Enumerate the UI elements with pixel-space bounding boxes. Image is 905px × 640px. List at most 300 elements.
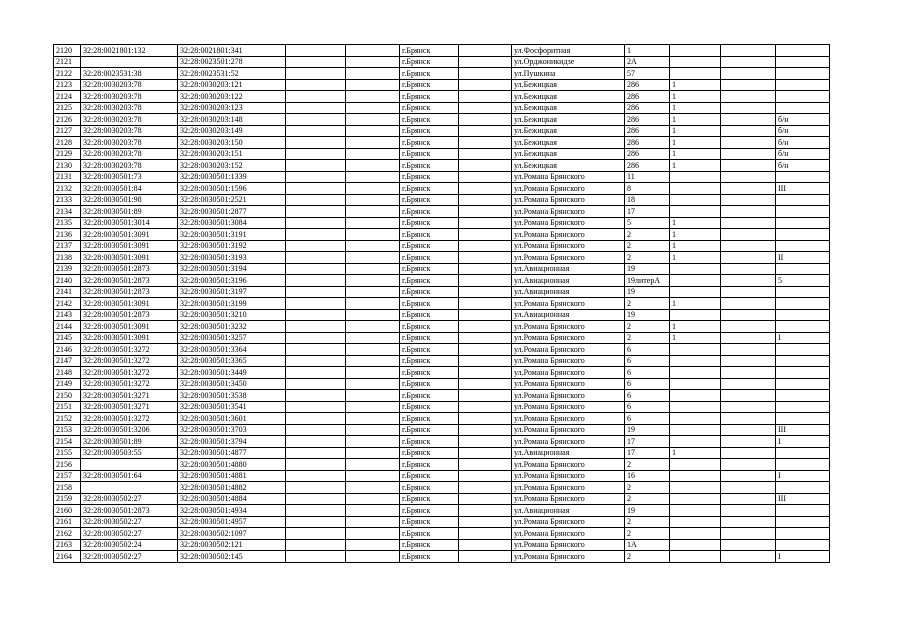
- cell-street: ул.Пушкина: [512, 68, 625, 80]
- cell-premises: [776, 367, 830, 379]
- cell-col-4: [286, 493, 346, 505]
- cell-col-4: [286, 309, 346, 321]
- cell-city: г.Брянск: [400, 528, 459, 540]
- cell-col-4: [286, 240, 346, 252]
- cell-object-number: 32:28:0030501:3210: [178, 309, 286, 321]
- cell-street: ул.Романа Брянского: [512, 528, 625, 540]
- cell-street: ул.Романа Брянского: [512, 551, 625, 563]
- cell-city: г.Брянск: [400, 298, 459, 310]
- cell-building: [670, 539, 721, 551]
- cell-parcel-number: 32:28:0030502:27: [81, 516, 178, 528]
- cell-col-11: [721, 413, 776, 425]
- cell-house: 286: [625, 125, 670, 137]
- cell-row-number: 2120: [54, 45, 81, 57]
- cell-parcel-number: 32:28:0030501:3272: [81, 413, 178, 425]
- cell-city: г.Брянск: [400, 206, 459, 218]
- cell-street: ул.Романа Брянского: [512, 344, 625, 356]
- cell-house: 2: [625, 528, 670, 540]
- cell-col-7: [459, 263, 512, 275]
- cell-parcel-number: 32:28:0030501:73: [81, 171, 178, 183]
- cell-building: 1: [670, 125, 721, 137]
- cell-col-5: [346, 286, 400, 298]
- cell-house: 2: [625, 229, 670, 241]
- table-row: [54, 137, 830, 149]
- cell-city: г.Брянск: [400, 91, 459, 103]
- cell-col-11: [721, 240, 776, 252]
- cell-city: г.Брянск: [400, 551, 459, 563]
- cell-col-4: [286, 56, 346, 68]
- cell-parcel-number: 32:28:0030203:78: [81, 102, 178, 114]
- cell-city: г.Брянск: [400, 79, 459, 91]
- cell-col-5: [346, 459, 400, 471]
- cell-object-number: 32:28:0030502:1097: [178, 528, 286, 540]
- cell-street: ул.Романа Брянского: [512, 390, 625, 402]
- cell-building: [670, 206, 721, 218]
- cell-col-4: [286, 68, 346, 80]
- cell-parcel-number: 32:28:0030502:27: [81, 551, 178, 563]
- cell-building: [670, 194, 721, 206]
- cell-parcel-number: 32:28:0030501:3272: [81, 344, 178, 356]
- cell-street: ул.Авиационная: [512, 309, 625, 321]
- cell-city: г.Брянск: [400, 378, 459, 390]
- cell-col-11: [721, 436, 776, 448]
- table-row: [54, 229, 830, 241]
- cell-premises: [776, 56, 830, 68]
- cell-row-number: 2155: [54, 447, 81, 459]
- cell-building: 1: [670, 447, 721, 459]
- cell-row-number: 2137: [54, 240, 81, 252]
- cell-premises: [776, 355, 830, 367]
- cell-col-7: [459, 45, 512, 57]
- cell-col-4: [286, 413, 346, 425]
- cell-row-number: 2138: [54, 252, 81, 264]
- cell-row-number: 2162: [54, 528, 81, 540]
- cell-row-number: 2149: [54, 378, 81, 390]
- cell-house: 17: [625, 206, 670, 218]
- cell-premises: б/н: [776, 148, 830, 160]
- cell-col-4: [286, 470, 346, 482]
- cell-object-number: 32:28:0030501:3601: [178, 413, 286, 425]
- cell-col-4: [286, 344, 346, 356]
- cell-parcel-number: 32:28:0030501:84: [81, 183, 178, 195]
- cell-col-5: [346, 332, 400, 344]
- cell-col-7: [459, 539, 512, 551]
- cell-col-5: [346, 56, 400, 68]
- cell-parcel-number: 32:28:0030501:3091: [81, 229, 178, 241]
- cell-parcel-number: 32:28:0023531:38: [81, 68, 178, 80]
- cell-col-4: [286, 206, 346, 218]
- cell-row-number: 2148: [54, 367, 81, 379]
- cell-city: г.Брянск: [400, 447, 459, 459]
- cell-city: г.Брянск: [400, 183, 459, 195]
- cell-col-4: [286, 551, 346, 563]
- cell-parcel-number: 32:28:0030501:89: [81, 436, 178, 448]
- cell-col-11: [721, 171, 776, 183]
- cell-building: [670, 390, 721, 402]
- cell-premises: б/н: [776, 125, 830, 137]
- cell-row-number: 2126: [54, 114, 81, 126]
- cell-row-number: 2160: [54, 505, 81, 517]
- cell-col-4: [286, 539, 346, 551]
- table-row: [54, 148, 830, 160]
- cell-premises: [776, 102, 830, 114]
- cell-col-5: [346, 79, 400, 91]
- cell-col-5: [346, 551, 400, 563]
- cell-building: [670, 171, 721, 183]
- cell-building: 1: [670, 114, 721, 126]
- cell-object-number: 32:28:0030501:4881: [178, 470, 286, 482]
- cell-col-7: [459, 148, 512, 160]
- table-row: [54, 459, 830, 471]
- cell-col-11: [721, 102, 776, 114]
- cell-col-5: [346, 309, 400, 321]
- cell-col-5: [346, 275, 400, 287]
- cell-col-11: [721, 516, 776, 528]
- cell-row-number: 2164: [54, 551, 81, 563]
- cell-row-number: 2156: [54, 459, 81, 471]
- cell-object-number: 32:28:0030501:1339: [178, 171, 286, 183]
- table-row: [54, 332, 830, 344]
- cell-street: ул.Авиационная: [512, 286, 625, 298]
- table-row: [54, 160, 830, 172]
- cell-object-number: 32:28:0030501:3197: [178, 286, 286, 298]
- cell-col-7: [459, 275, 512, 287]
- table-row: [54, 447, 830, 459]
- cell-parcel-number: 32:28:0030203:78: [81, 91, 178, 103]
- cell-col-7: [459, 505, 512, 517]
- cell-house: 286: [625, 160, 670, 172]
- cell-premises: I: [776, 436, 830, 448]
- cell-house: 286: [625, 79, 670, 91]
- cell-col-5: [346, 217, 400, 229]
- table-row: [54, 79, 830, 91]
- cell-parcel-number: [81, 56, 178, 68]
- cell-building: [670, 367, 721, 379]
- cell-col-11: [721, 355, 776, 367]
- cell-col-5: [346, 470, 400, 482]
- cell-col-4: [286, 378, 346, 390]
- table-row: [54, 252, 830, 264]
- cell-house: 19: [625, 505, 670, 517]
- cell-col-7: [459, 125, 512, 137]
- cell-col-4: [286, 516, 346, 528]
- cell-street: ул.Романа Брянского: [512, 378, 625, 390]
- cell-col-4: [286, 332, 346, 344]
- cell-building: [670, 275, 721, 287]
- cell-city: г.Брянск: [400, 309, 459, 321]
- cell-object-number: 32:28:0030501:3364: [178, 344, 286, 356]
- cell-street: ул.Бежицкая: [512, 125, 625, 137]
- table-row: [54, 539, 830, 551]
- cell-house: 1: [625, 45, 670, 57]
- cell-col-5: [346, 102, 400, 114]
- cell-street: ул.Бежицкая: [512, 114, 625, 126]
- cell-col-4: [286, 355, 346, 367]
- cell-parcel-number: 32:28:0030501:2873: [81, 286, 178, 298]
- cell-row-number: 2125: [54, 102, 81, 114]
- cell-object-number: 32:28:0030501:3232: [178, 321, 286, 333]
- cell-col-7: [459, 240, 512, 252]
- cell-city: г.Брянск: [400, 344, 459, 356]
- cell-col-7: [459, 401, 512, 413]
- table-row: [54, 344, 830, 356]
- cell-col-5: [346, 171, 400, 183]
- cell-col-11: [721, 263, 776, 275]
- cell-city: г.Брянск: [400, 493, 459, 505]
- cell-street: ул.Романа Брянского: [512, 355, 625, 367]
- cell-city: г.Брянск: [400, 148, 459, 160]
- cell-building: [670, 493, 721, 505]
- cell-col-11: [721, 275, 776, 287]
- cell-row-number: 2132: [54, 183, 81, 195]
- cell-col-4: [286, 321, 346, 333]
- cell-house: 17: [625, 447, 670, 459]
- cell-object-number: 32:28:0030501:4880: [178, 459, 286, 471]
- cell-row-number: 2122: [54, 68, 81, 80]
- cell-house: 2А: [625, 56, 670, 68]
- cell-object-number: 32:28:0030203:123: [178, 102, 286, 114]
- cell-row-number: 2154: [54, 436, 81, 448]
- cell-col-7: [459, 436, 512, 448]
- cell-col-11: [721, 229, 776, 241]
- cell-premises: б/н: [776, 137, 830, 149]
- cell-house: 5: [625, 217, 670, 229]
- cell-premises: [776, 68, 830, 80]
- cell-city: г.Брянск: [400, 194, 459, 206]
- cell-premises: [776, 390, 830, 402]
- cell-col-5: [346, 378, 400, 390]
- cell-house: 2: [625, 516, 670, 528]
- cell-house: 2: [625, 332, 670, 344]
- cell-street: ул.Романа Брянского: [512, 183, 625, 195]
- cell-object-number: 32:28:0030501:4884: [178, 493, 286, 505]
- cell-col-4: [286, 298, 346, 310]
- cell-premises: [776, 482, 830, 494]
- cell-col-11: [721, 482, 776, 494]
- cell-building: [670, 183, 721, 195]
- cell-house: 2: [625, 493, 670, 505]
- cell-building: [670, 45, 721, 57]
- cell-parcel-number: 32:28:0030501:3091: [81, 321, 178, 333]
- cell-premises: [776, 91, 830, 103]
- cell-row-number: 2152: [54, 413, 81, 425]
- cell-col-7: [459, 378, 512, 390]
- cell-col-5: [346, 516, 400, 528]
- cell-street: ул.Бежицкая: [512, 79, 625, 91]
- cell-object-number: 32:28:0030501:3794: [178, 436, 286, 448]
- cell-building: 1: [670, 321, 721, 333]
- cell-object-number: 32:28:0030501:4934: [178, 505, 286, 517]
- cell-parcel-number: 32:28:0030203:78: [81, 160, 178, 172]
- cell-object-number: 32:28:0030203:152: [178, 160, 286, 172]
- cell-house: 57: [625, 68, 670, 80]
- cell-col-4: [286, 447, 346, 459]
- cell-street: ул.Романа Брянского: [512, 401, 625, 413]
- cell-house: 6: [625, 390, 670, 402]
- cell-col-11: [721, 505, 776, 517]
- table-body: [54, 45, 830, 563]
- cell-premises: [776, 401, 830, 413]
- cell-city: г.Брянск: [400, 217, 459, 229]
- cell-row-number: 2128: [54, 137, 81, 149]
- cell-parcel-number: 32:28:0030501:3271: [81, 401, 178, 413]
- cell-city: г.Брянск: [400, 160, 459, 172]
- cell-parcel-number: 32:28:0030501:2873: [81, 275, 178, 287]
- cell-city: г.Брянск: [400, 321, 459, 333]
- cell-building: 1: [670, 102, 721, 114]
- cell-row-number: 2134: [54, 206, 81, 218]
- cell-row-number: 2129: [54, 148, 81, 160]
- cell-row-number: 2131: [54, 171, 81, 183]
- cell-row-number: 2143: [54, 309, 81, 321]
- cell-building: 1: [670, 217, 721, 229]
- cell-parcel-number: [81, 482, 178, 494]
- cell-object-number: 32:28:0030203:149: [178, 125, 286, 137]
- cell-col-11: [721, 551, 776, 563]
- cell-building: [670, 424, 721, 436]
- cell-col-11: [721, 217, 776, 229]
- cell-row-number: 2140: [54, 275, 81, 287]
- cell-premises: III: [776, 183, 830, 195]
- cell-col-7: [459, 470, 512, 482]
- cell-house: 19литерА: [625, 275, 670, 287]
- cell-col-5: [346, 493, 400, 505]
- cell-object-number: 32:28:0030501:3194: [178, 263, 286, 275]
- cell-building: [670, 505, 721, 517]
- cell-col-7: [459, 79, 512, 91]
- cell-building: [670, 482, 721, 494]
- cell-premises: III: [776, 424, 830, 436]
- cell-street: ул.Бежицкая: [512, 102, 625, 114]
- cell-building: 1: [670, 148, 721, 160]
- cell-row-number: 2144: [54, 321, 81, 333]
- cell-parcel-number: 32:28:0030203:78: [81, 148, 178, 160]
- cell-col-7: [459, 137, 512, 149]
- cell-col-7: [459, 286, 512, 298]
- cell-col-5: [346, 252, 400, 264]
- cell-object-number: 32:28:0030501:3450: [178, 378, 286, 390]
- cell-col-7: [459, 332, 512, 344]
- table-row: [54, 493, 830, 505]
- cell-col-4: [286, 436, 346, 448]
- cell-premises: [776, 217, 830, 229]
- cell-col-7: [459, 183, 512, 195]
- table-row: [54, 286, 830, 298]
- cell-object-number: 32:28:0030501:3538: [178, 390, 286, 402]
- cell-parcel-number: 32:28:0030501:89: [81, 206, 178, 218]
- cell-premises: [776, 505, 830, 517]
- cell-premises: I: [776, 470, 830, 482]
- cell-street: ул.Романа Брянского: [512, 413, 625, 425]
- cell-col-4: [286, 424, 346, 436]
- cell-street: ул.Бежицкая: [512, 137, 625, 149]
- cell-object-number: 32:28:0030203:148: [178, 114, 286, 126]
- cell-city: г.Брянск: [400, 240, 459, 252]
- cell-col-11: [721, 79, 776, 91]
- cell-premises: [776, 516, 830, 528]
- cell-parcel-number: 32:28:0030501:3206: [81, 424, 178, 436]
- cell-house: 286: [625, 137, 670, 149]
- cell-building: [670, 378, 721, 390]
- cell-col-7: [459, 56, 512, 68]
- cell-col-11: [721, 252, 776, 264]
- cell-object-number: 32:28:0030501:3365: [178, 355, 286, 367]
- cell-object-number: 32:28:0030501:3084: [178, 217, 286, 229]
- cell-col-4: [286, 137, 346, 149]
- cell-house: 16: [625, 470, 670, 482]
- cell-col-11: [721, 332, 776, 344]
- table-row: [54, 516, 830, 528]
- cell-house: 18: [625, 194, 670, 206]
- cell-building: [670, 413, 721, 425]
- cell-parcel-number: 32:28:0030501:64: [81, 470, 178, 482]
- cell-col-11: [721, 401, 776, 413]
- cell-house: 8: [625, 183, 670, 195]
- cell-object-number: 32:28:0030501:4882: [178, 482, 286, 494]
- cell-building: 1: [670, 240, 721, 252]
- cell-city: г.Брянск: [400, 56, 459, 68]
- cell-street: ул.Романа Брянского: [512, 171, 625, 183]
- cell-city: г.Брянск: [400, 68, 459, 80]
- cell-city: г.Брянск: [400, 401, 459, 413]
- cell-house: 2: [625, 252, 670, 264]
- cell-premises: б/н: [776, 114, 830, 126]
- cell-parcel-number: [81, 459, 178, 471]
- table-row: [54, 45, 830, 57]
- cell-street: ул.Фосфоритная: [512, 45, 625, 57]
- registry-table: [53, 44, 830, 563]
- cell-house: 2: [625, 298, 670, 310]
- cell-street: ул.Орджоникидзе: [512, 56, 625, 68]
- cell-parcel-number: 32:28:0030503:55: [81, 447, 178, 459]
- cell-premises: I: [776, 332, 830, 344]
- cell-street: ул.Романа Брянского: [512, 298, 625, 310]
- cell-col-4: [286, 79, 346, 91]
- cell-col-5: [346, 424, 400, 436]
- cell-city: г.Брянск: [400, 102, 459, 114]
- cell-premises: [776, 286, 830, 298]
- cell-house: 2: [625, 551, 670, 563]
- cell-col-11: [721, 470, 776, 482]
- cell-street: ул.Романа Брянского: [512, 240, 625, 252]
- cell-premises: [776, 298, 830, 310]
- cell-city: г.Брянск: [400, 332, 459, 344]
- cell-object-number: 32:28:0030203:121: [178, 79, 286, 91]
- cell-col-11: [721, 367, 776, 379]
- cell-col-5: [346, 367, 400, 379]
- cell-col-4: [286, 390, 346, 402]
- cell-row-number: 2147: [54, 355, 81, 367]
- cell-parcel-number: 32:28:0030501:3272: [81, 367, 178, 379]
- cell-street: ул.Романа Брянского: [512, 482, 625, 494]
- cell-house: 19: [625, 286, 670, 298]
- cell-col-11: [721, 298, 776, 310]
- cell-building: [670, 68, 721, 80]
- cell-row-number: 2142: [54, 298, 81, 310]
- cell-city: г.Брянск: [400, 171, 459, 183]
- cell-object-number: 32:28:0030501:1596: [178, 183, 286, 195]
- cell-col-5: [346, 183, 400, 195]
- cell-city: г.Брянск: [400, 355, 459, 367]
- cell-row-number: 2161: [54, 516, 81, 528]
- table-row: [54, 482, 830, 494]
- cell-premises: [776, 263, 830, 275]
- table-row: [54, 275, 830, 287]
- cell-street: ул.Авиационная: [512, 263, 625, 275]
- cell-house: 19: [625, 309, 670, 321]
- table-row: [54, 298, 830, 310]
- cell-street: ул.Романа Брянского: [512, 217, 625, 229]
